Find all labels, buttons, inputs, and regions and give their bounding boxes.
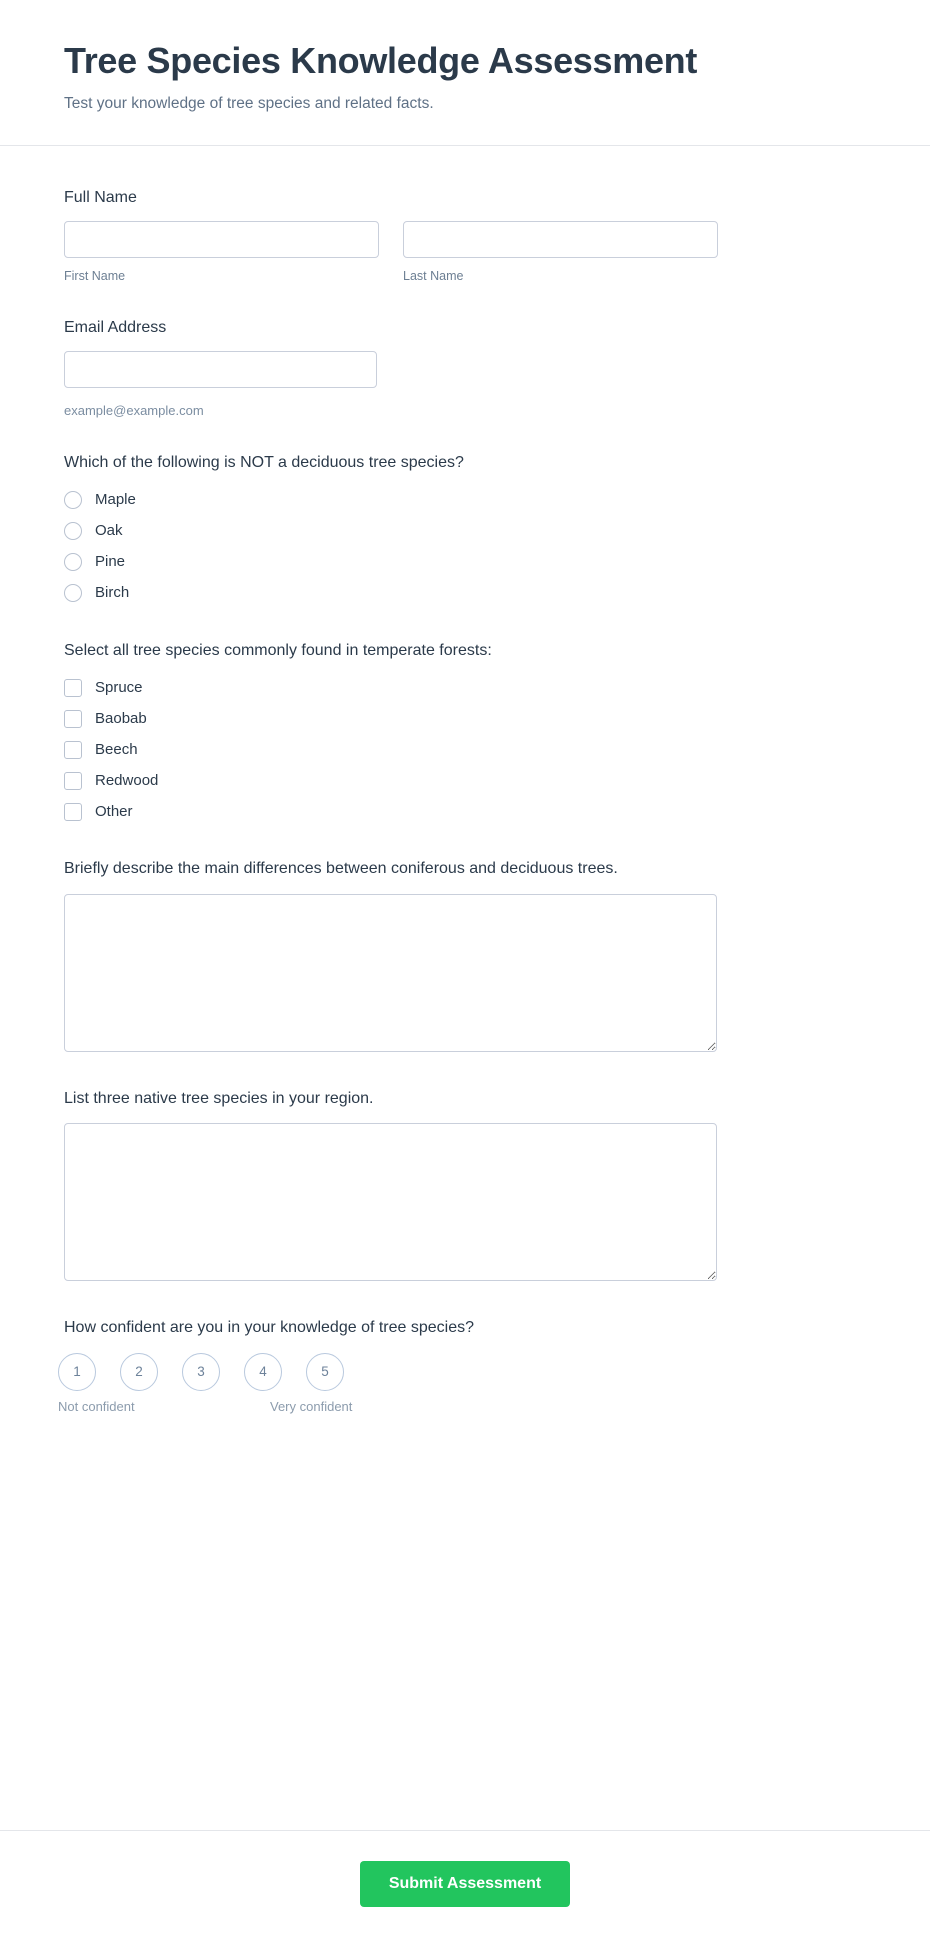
- rating-scale-group: [58, 1353, 866, 1391]
- checkbox-option-spruce[interactable]: [64, 675, 866, 700]
- question-native-species: [64, 1088, 866, 1282]
- field-email-address: [64, 318, 866, 418]
- checkbox-option-redwood[interactable]: [64, 768, 866, 793]
- checkbox-option-beech[interactable]: [64, 737, 866, 762]
- radio-option-label: Oak: [95, 522, 123, 540]
- rating-option-1[interactable]: 1: [58, 1353, 96, 1391]
- rating-option-3[interactable]: 3: [182, 1353, 220, 1391]
- email-field[interactable]: [64, 351, 377, 388]
- question-label: How confident are you in your knowledge of tree species?: [64, 1319, 475, 1337]
- first-name-group: [64, 221, 379, 284]
- rating-high-label: Very confident: [270, 1398, 353, 1414]
- form-footer: [0, 1830, 930, 1947]
- form-body: [0, 146, 930, 1830]
- question-not-deciduous: [64, 452, 866, 606]
- coniferous-differences-textarea[interactable]: [64, 894, 717, 1052]
- question-label: Select all tree species commonly found in temperate forests:: [64, 641, 492, 659]
- page-title: Tree Species Knowledge Assessment: [64, 40, 698, 81]
- checkbox-option-label: Redwood: [95, 771, 159, 789]
- radio-option-oak[interactable]: [64, 519, 866, 544]
- native-species-textarea[interactable]: [64, 1123, 717, 1281]
- checkbox-option-label: Other: [95, 802, 133, 820]
- question-label: Which of the following is NOT a deciduous tree species?: [64, 453, 464, 471]
- checkbox-square-icon[interactable]: [64, 679, 82, 697]
- checkbox-option-baobab[interactable]: [64, 706, 866, 731]
- question-temperate-species: [64, 640, 866, 825]
- radio-circle-icon[interactable]: [64, 584, 82, 602]
- question-label: Briefly describe the main differences between coniferous and deciduous trees.: [64, 860, 618, 878]
- rating-option-2[interactable]: 2: [120, 1353, 158, 1391]
- checkbox-square-icon[interactable]: [64, 710, 82, 728]
- question-coniferous-vs-deciduous: [64, 858, 866, 1052]
- checkbox-group-temperate-species: [64, 675, 866, 824]
- radio-option-label: Pine: [95, 553, 126, 571]
- form-header: [0, 0, 930, 146]
- submit-assessment-button[interactable]: Submit Assessment: [360, 1861, 570, 1907]
- checkbox-square-icon[interactable]: [64, 741, 82, 759]
- full-name-label: Full Name: [64, 189, 137, 207]
- last-name-group: [403, 221, 718, 284]
- checkbox-square-icon[interactable]: [64, 772, 82, 790]
- checkbox-option-label: Baobab: [95, 709, 147, 727]
- radio-circle-icon[interactable]: [64, 522, 82, 540]
- email-input-group: [64, 351, 377, 388]
- radio-circle-icon[interactable]: [64, 491, 82, 509]
- radio-option-label: Maple: [95, 491, 136, 509]
- question-confidence-rating: [58, 1317, 866, 1419]
- rating-option-5[interactable]: 5: [306, 1353, 344, 1391]
- field-full-name: [64, 188, 866, 284]
- first-name-sublabel: First Name: [64, 268, 126, 283]
- page-subtitle: Test your knowledge of tree species and related facts.: [64, 95, 434, 113]
- full-name-inputs: [64, 221, 866, 284]
- radio-group-not-deciduous: [64, 488, 866, 606]
- email-helper-text: example@example.com: [64, 402, 204, 418]
- radio-circle-icon[interactable]: [64, 553, 82, 571]
- radio-option-pine[interactable]: [64, 550, 866, 575]
- question-label: List three native tree species in your region.: [64, 1089, 374, 1107]
- checkbox-option-other[interactable]: [64, 799, 866, 824]
- rating-legend: [58, 1399, 866, 1419]
- rating-option-4[interactable]: 4: [244, 1353, 282, 1391]
- rating-low-label: Not confident: [58, 1398, 135, 1414]
- checkbox-square-icon[interactable]: [64, 803, 82, 821]
- last-name-input[interactable]: [403, 221, 718, 258]
- radio-option-label: Birch: [95, 584, 130, 602]
- last-name-sublabel: Last Name: [403, 268, 464, 283]
- checkbox-option-label: Beech: [95, 740, 138, 758]
- email-label: Email Address: [64, 319, 167, 337]
- radio-option-birch[interactable]: [64, 581, 866, 606]
- radio-option-maple[interactable]: [64, 488, 866, 513]
- first-name-input[interactable]: [64, 221, 379, 258]
- checkbox-option-label: Spruce: [95, 678, 143, 696]
